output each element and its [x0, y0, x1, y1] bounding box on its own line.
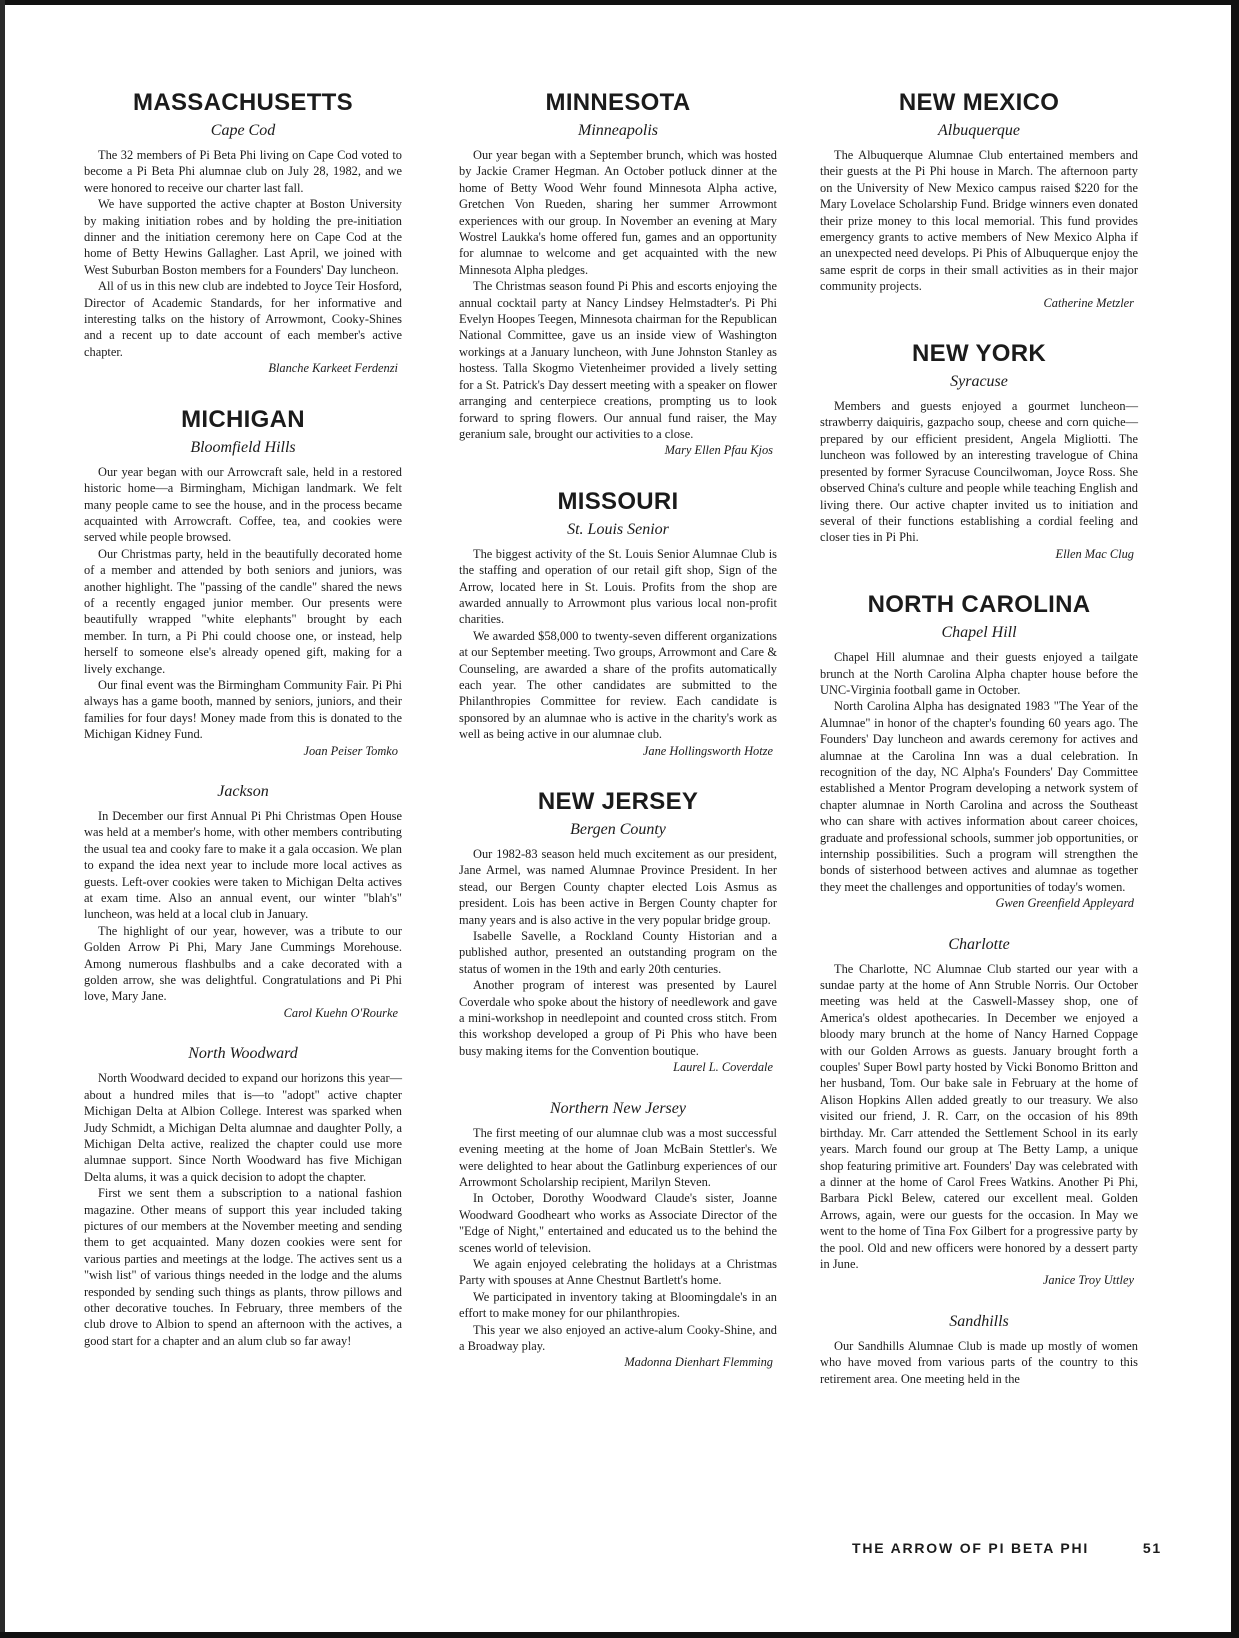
state-heading-new-jersey: NEW JERSEY — [537, 788, 699, 815]
state-heading-massachusetts: MASSACHUSETTS — [133, 89, 353, 116]
city-heading-sandhills: Sandhills — [949, 1312, 1009, 1330]
footer-publication-title: THE ARROW OF PI BETA PHI — [852, 1540, 1090, 1556]
city-heading-albuquerque: Albuquerque — [937, 122, 1021, 139]
paragraph: In December our first Annual Pi Phi Christmas Open House was held at a member's home, with other members contributing the usual tea and cooky fare to make it a gala occasion. We plan to expand the idea next year to include more local actives as guests. Left-over cookies were taken to Michigan Delta actives at exam time. Also an annual event, our winter "blah's" luncheon, was held at a local club in January. — [84, 809, 402, 922]
signature: Mary Ellen Pfau Kjos — [664, 443, 773, 458]
paragraph: All of us in this new club are indebted to Joyce Teir Hosford, Director of Academic Standards, for her informative and interesting talks on the history of Arrowmont, Cooky-Shines and a recent up to date account of each member's active chapter. — [84, 279, 402, 359]
paragraph: We have supported the active chapter at Boston University by making initiation robes and by holding the pre-initiation dinner and the initiation ceremony here on Cape Cod at the home of Betty Hewins Gallagher. Last April, we joined with West Suburban Boston members for a Founders' Day luncheon. — [84, 197, 402, 277]
paragraph: North Woodward decided to expand our horizons this year—about a hundred miles that is—to "adopt" active chapter Michigan Delta at Albion College. Interest was sparked when Judy Schmidt, a Michigan Delta alumnae and daughter Polly, a Michigan Delta active, realized the chapter could use more alumnae support. Since North Woodward has five Michigan Delta alums, it was a quick decision to adopt the chapter. — [84, 1071, 402, 1184]
paragraph: Our Sandhills Alumnae Club is made up mostly of women who have moved from various parts of the country to this retirement area. One meeting held in the — [820, 1338, 1138, 1386]
signature: Catherine Metzler — [1043, 295, 1134, 310]
page-border-right — [1231, 0, 1239, 1638]
paragraph: The first meeting of our alumnae club was a most successful evening meeting at the home of Joan McBain Stettler's. We were delighted to hear about the Gatlinburg experiences of our Arrowmont Scholarship recipient, Marilyn Steven. — [459, 1125, 777, 1189]
paragraph: First we sent them a subscription to a national fashion magazine. Other means of support this year included taking pictures of our members at the November meeting and sending them to get acquainted. Many dozen cookies were sent for various parties and meetings at the lodge. The actives sent us a "wish list" of various things needed in the lodge and the alums responded by sending such things as plants, throw pillows and other decorative touches. In February, three members of the club drove to Albion to spend an afternoon with the actives, a good start for a chapter and an alum club so far away! — [84, 1186, 402, 1348]
column-middle — [459, 88, 777, 1371]
paragraph: We participated in inventory taking at Bloomingdale's in an effort to make money for our philanthropies. — [459, 1289, 777, 1321]
city-heading-jackson: Jackson — [217, 783, 269, 800]
paragraph: The 32 members of Pi Beta Phi living on Cape Cod voted to become a Pi Beta Phi alumnae club on July 28, 1982, and we were honored to receive our charter last fall. — [84, 148, 402, 195]
paragraph: We again enjoyed celebrating the holidays at a Christmas Party with spouses at Anne Chestnut Bartlett's home. — [459, 1256, 777, 1288]
page-border-left — [0, 0, 5, 1638]
city-heading-bloomfield-hills: Bloomfield Hills — [190, 438, 296, 456]
page-border-top — [0, 0, 1239, 5]
paragraph: Chapel Hill alumnae and their guests enjoyed a tailgate brunch at the North Carolina Alpha chapter house before the UNC-Virginia football game in October. — [820, 650, 1138, 697]
paragraph: North Carolina Alpha has designated 1983 "The Year of the Alumnae" in honor of the chapter's founding 60 years ago. The Founders' Day luncheon and awards ceremony for actives and alumnae at the Carolina Inn was a dual celebration. In recognition of the day, NC Alpha's Founders' Day Committee established a Mentor Program developing a network system of chapter alumnae in North Carolina and across the Southeast who can share with actives information about career choices, graduate and professional schools, summer job opportunities, or internship possibilities. Such a program will strengthen the bonds of sisterhood between actives and alumnae as together they meet the challenges and opportunities of today's women. — [820, 699, 1138, 894]
city-heading-syracuse: Syracuse — [950, 373, 1008, 391]
signature: Jane Hollingsworth Hotze — [642, 743, 773, 758]
signature: Joan Peiser Tomko — [303, 743, 398, 758]
state-heading-minnesota: MINNESOTA — [545, 89, 691, 116]
paragraph: Another program of interest was presented by Laurel Coverdale who spoke about the history of needlework and gave a mini-workshop in needlepoint and counted cross stitch. From this workshop developed a group of Pi Phis who have been busy making items for the Convention boutique. — [459, 978, 777, 1058]
paragraph: We awarded $58,000 to twenty-seven different organizations at our September meeting. Two groups, Arrowmont and Care & Counseling, are awarded a share of the profits automatically each year. The other candidates are submitted to the Philanthropies Committee for review. Each candidate is sponsored by an alumnae who is active in the charity's work as well as being active in our alumnae club. — [459, 628, 777, 742]
signature: Blanche Karkeet Ferdenzi — [268, 361, 398, 376]
city-heading-cape-cod: Cape Cod — [210, 122, 276, 139]
signature: Gwen Greenfield Appleyard — [995, 896, 1134, 911]
paragraph: The Albuquerque Alumnae Club entertained members and their guests at the Pi Phi house in March. The afternoon party on the University of New Mexico campus raised $220 for the Mary Lovelace Scholarship Fund. Bridge winners even donated their prize money to this local memorial. This fund provides emergency grants to active members of New Mexico Alpha if an unexpected need develops. Pi Phis of Albuquerque enjoy the same esprit de corps in their small activities as in their major community projects. — [820, 148, 1138, 294]
paragraph: Our year began with a September brunch, which was hosted by Jackie Cramer Hegman. An October potluck dinner at the home of Betty Wood Wehr found Minnesota Alpha active, Gretchen Von Rueden, sharing her summer Arrowmont experiences with our group. In November an evening at Mary Wostrel Laukka's home offered fun, games and an opportunity for alumnae to welcome and get acquainted with the new Minnesota Alpha pledges. — [459, 148, 777, 277]
paragraph: In October, Dorothy Woodward Claude's sister, Joanne Woodward Goodheart who works as Associate Director of the "Edge of Night," entertained and educated us to the behind the scenes world of television. — [459, 1191, 777, 1255]
paragraph: Isabelle Savelle, a Rockland County Historian and a published author, presented an outstanding program on the status of women in the 19th and early 20th centuries. — [459, 929, 777, 976]
state-heading-north-carolina: NORTH CAROLINA — [867, 591, 1091, 619]
paragraph: Our final event was the Birmingham Community Fair. Pi Phi always has a game booth, manned by seniors, juniors, and their families for four days! Money made from this is donated to the Michigan Kidney Fund. — [84, 677, 402, 742]
signature: Ellen Mac Clug — [1055, 546, 1134, 561]
paragraph: The Christmas season found Pi Phis and escorts enjoying the annual cocktail party at Nancy Lindsey Helmstadter's. Pi Phi Evelyn Hoopes Teegen, Minnesota chairman for the Republican National Committee, gave us an inside view of Washington workings at a January luncheon, with June Johnston Stanley as hostess. Talla Skogmo Vietenheimer provided a lively setting for a St. Patrick's Day dessert meeting with a speaker on flower arranging and centerpiece creations, prompting us to look forward to spring flowers. Our annual fund raiser, the May geranium sale, brought our activities to a close. — [459, 279, 777, 441]
paragraph: Members and guests enjoyed a gourmet luncheon—strawberry daiquiris, gazpacho soup, cheese and corn quiche—prepared by our efficient president, Angela Migliotti. The luncheon was followed by an interesting travelogue of China presented by former Syracuse Councilwoman, Joyce Ross. She observed China's culture and people while teaching English and living there. Our active chapter invited us to initiation and several of their functions establishing a cordial feeling and closer ties in Pi Phi. — [820, 399, 1138, 545]
state-heading-michigan: MICHIGAN — [181, 405, 305, 433]
paragraph: The Charlotte, NC Alumnae Club started our year with a sundae party at the home of Ann Struble Norris. Our October meeting was held at the Caswell-Massey shop, one of America's oldest apothecaries. In December we enjoyed a bloody mary brunch at the home of Nancy Harned Coppage with our Golden Arrows as guests. January brought forth a couples' Super Bowl party hosted by Vicki Bonomo Britton and her husband, Tom. Our bake sale in February at the home of Alison Hopkins Allen added greatly to our treasury. We also visited our friend, J. R. Carr, on the occasion of his 89th birthday. Mr. Carr attended the Settlement School in its early years. March found our group at The Betty Lamp, a unique shop featuring primitive art. Founders' Day was celebrated with a dinner at the home of Carol Frees Watkins. Another Pi Phi, Barbara Pickl Belew, catered our excellent meal. Golden Arrows, again, were our guests for the occasion. In May we went to the home of Tina Fox Gilbert for a progressive party by the pool. Old and new officers were honored by a dessert party in June. — [820, 961, 1138, 1271]
paragraph: The highlight of our year, however, was a tribute to our Golden Arrow Pi Phi, Mary Jane Cummings Morehouse. Among numerous flashbulbs and a cake decorated with a golden arrow, she was delightful. Congratulations and Pi Phi love, Mary Jane. — [84, 923, 402, 1004]
city-heading-st-louis: St. Louis Senior — [567, 520, 669, 538]
city-heading-charlotte: Charlotte — [948, 935, 1010, 953]
page-footer — [852, 1540, 1162, 1556]
column-right — [820, 88, 1138, 1387]
paragraph: The biggest activity of the St. Louis Senior Alumnae Club is the staffing and operation of our retail gift shop, Sign of the Arrow, located here in St. Louis. Profits from the shop are awarded annually to Arrowmont plus various local non-profit charities. — [459, 546, 777, 627]
city-heading-northern-new-jersey: Northern New Jersey — [550, 1099, 686, 1117]
city-heading-chapel-hill: Chapel Hill — [941, 624, 1017, 642]
state-heading-missouri: MISSOURI — [557, 487, 679, 515]
paragraph: Our Christmas party, held in the beautifully decorated home of a member and attended by both seniors and juniors, was another highlight. The "passing of the candle" shared the news of a recently engaged junior member. Our presents were beautifully wrapped "white elephants" brought by each member. In turn, a Pi Phi could choose one, or instead, help herself to someone else's already opened gift, making for a lively exchange. — [84, 546, 402, 676]
city-heading-bergen-county: Bergen County — [570, 821, 666, 838]
page-number: 51 — [1142, 1540, 1162, 1556]
state-heading-new-mexico: NEW MEXICO — [898, 89, 1060, 116]
city-heading-minneapolis: Minneapolis — [578, 122, 658, 139]
page-border-bottom — [0, 1632, 1239, 1638]
signature: Carol Kuehn O'Rourke — [283, 1005, 398, 1020]
signature: Madonna Dienhart Flemming — [624, 1355, 773, 1370]
signature: Laurel L. Coverdale — [673, 1060, 773, 1075]
city-heading-north-woodward: North Woodward — [188, 1045, 298, 1063]
paragraph: Our 1982-83 season held much excitement as our president, Jane Armel, was named Alumnae Province President. In her stead, our Bergen County chapter elected Lois Asmus as president. Lois has been active in Bergen County chapter for many years and is also active in the very popular bridge group. — [459, 847, 777, 927]
signature: Janice Troy Uttley — [1042, 1273, 1134, 1288]
paragraph: This year we also enjoyed an active-alum Cooky-Shine, and a Broadway play. — [459, 1322, 777, 1353]
state-heading-new-york: NEW YORK — [912, 340, 1046, 368]
paragraph: Our year began with our Arrowcraft sale, held in a restored historic home—a Birmingham, Michigan landmark. We felt many people came to see the house, and in the process became acquainted with Arrowcraft. Coffee, tea, and cookies were served while people browsed. — [84, 464, 402, 545]
column-left — [84, 88, 402, 1349]
